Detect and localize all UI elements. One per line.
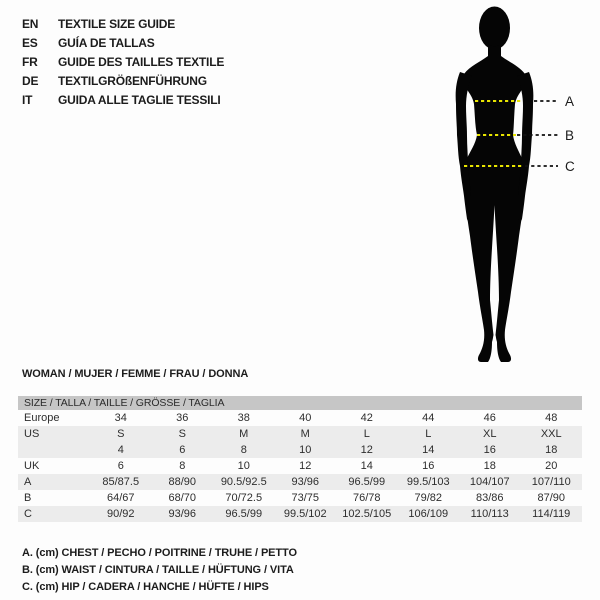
size-cell: 8 xyxy=(240,444,247,456)
size-cell: 99.5/102 xyxy=(283,508,327,520)
size-cell: 96.5/99 xyxy=(348,476,386,488)
size-cell: M xyxy=(239,428,249,440)
size-cell: 44 xyxy=(422,412,435,424)
size-cell: 18 xyxy=(545,444,558,456)
size-cell: 16 xyxy=(422,460,435,472)
row-label: B xyxy=(24,492,32,504)
language-code: ES xyxy=(22,36,38,50)
table-row-us-letters xyxy=(18,426,582,442)
table-row-hip xyxy=(18,506,582,522)
size-cell: 107/110 xyxy=(531,476,571,488)
size-cell: 48 xyxy=(545,412,558,424)
language-label: TEXTILE SIZE GUIDE xyxy=(58,17,176,31)
legend-item-waist: B. (cm) WAIST / CINTURA / TAILLE / HÜFTUNG / VITA xyxy=(22,564,294,576)
size-cell: 87/90 xyxy=(537,492,566,504)
language-row-en xyxy=(22,15,224,34)
size-cell: 38 xyxy=(237,412,250,424)
size-cell: 73/75 xyxy=(291,492,320,504)
size-cell: 14 xyxy=(422,444,435,456)
size-cell: 64/67 xyxy=(106,492,135,504)
size-cell: 42 xyxy=(360,412,373,424)
size-cell: 12 xyxy=(360,444,373,456)
legend-item-hip: C. (cm) HIP / CADERA / HANCHE / HÜFTE / HIPS xyxy=(22,581,269,593)
woman-silhouette-left-arm xyxy=(456,72,472,221)
size-cell: 99.5/103 xyxy=(406,476,450,488)
size-cell: 106/109 xyxy=(408,508,449,520)
table-row-europe xyxy=(18,410,582,426)
size-cell: 104/107 xyxy=(469,476,510,488)
size-cell: 36 xyxy=(176,412,189,424)
language-row-de xyxy=(22,72,224,91)
size-cell: M xyxy=(300,428,310,440)
size-cell: 96.5/99 xyxy=(225,508,263,520)
size-cell: 83/86 xyxy=(475,492,504,504)
row-label: Europe xyxy=(24,412,60,424)
size-cell: 34 xyxy=(114,412,127,424)
language-label: GUIDA ALLE TAGLIE TESSILI xyxy=(58,93,221,107)
size-cell: 90.5/92.5 xyxy=(220,476,267,488)
language-row-fr xyxy=(22,53,224,72)
size-cell: 93/96 xyxy=(168,508,197,520)
size-cell: 14 xyxy=(360,460,373,472)
language-code: IT xyxy=(22,93,33,107)
woman-silhouette-right-arm xyxy=(517,72,533,221)
language-row-es xyxy=(22,34,224,53)
row-label: US xyxy=(24,428,40,440)
size-cell: L xyxy=(425,428,432,440)
size-cell: S xyxy=(117,428,125,440)
size-cell: 20 xyxy=(545,460,558,472)
row-label: UK xyxy=(24,460,40,472)
size-cell: 6 xyxy=(179,444,186,456)
size-cell: 4 xyxy=(117,444,124,456)
row-label: A xyxy=(24,476,32,488)
size-cell: 6 xyxy=(117,460,124,472)
size-cell: 85/87.5 xyxy=(102,476,140,488)
woman-silhouette-head xyxy=(479,7,510,50)
size-cell: 8 xyxy=(179,460,186,472)
size-cell: 16 xyxy=(483,444,496,456)
size-cell: 18 xyxy=(483,460,496,472)
size-table xyxy=(18,396,582,522)
woman-silhouette-body xyxy=(463,44,527,362)
row-label xyxy=(18,442,90,458)
table-row-uk xyxy=(18,458,582,474)
table-row-chest xyxy=(18,474,582,490)
size-cell: 90/92 xyxy=(106,508,135,520)
size-cell: 79/82 xyxy=(414,492,443,504)
hip-label: C xyxy=(565,159,575,174)
size-cell: 88/90 xyxy=(168,476,197,488)
language-code: DE xyxy=(22,74,39,88)
size-cell: 46 xyxy=(483,412,496,424)
language-row-it xyxy=(22,91,224,110)
size-cell: L xyxy=(363,428,370,440)
language-label: GUIDE DES TAILLES TEXTILE xyxy=(58,55,225,69)
section-title-woman: WOMAN / MUJER / FEMME / FRAU / DONNA xyxy=(22,368,249,380)
size-cell: 102.5/105 xyxy=(342,508,392,520)
size-cell: XL xyxy=(483,428,497,440)
size-cell: S xyxy=(178,428,186,440)
language-code: FR xyxy=(22,55,38,69)
waist-label: B xyxy=(565,128,575,143)
size-cell: 110/113 xyxy=(470,508,509,520)
language-label: TEXTILGRÖßENFÜHRUNG xyxy=(58,74,207,88)
table-row-waist xyxy=(18,490,582,506)
size-cell: 76/78 xyxy=(352,492,381,504)
size-cell: 114/119 xyxy=(532,508,571,520)
language-title-list xyxy=(22,15,224,110)
size-cell: 10 xyxy=(299,444,312,456)
table-row-us-numbers xyxy=(18,442,582,458)
size-cell: 68/70 xyxy=(168,492,197,504)
size-cell: 40 xyxy=(299,412,312,424)
chest-label: A xyxy=(565,94,575,109)
size-table-header: SIZE / TALLA / TAILLE / GRÖSSE / TAGLIA xyxy=(18,396,582,410)
measurement-diagram xyxy=(430,0,600,370)
legend-item-chest: A. (cm) CHEST / PECHO / POITRINE / TRUHE / PETTO xyxy=(22,547,297,559)
size-cell: 93/96 xyxy=(291,476,320,488)
size-cell: XXL xyxy=(540,428,562,440)
language-label: GUÍA DE TALLAS xyxy=(58,36,155,50)
language-code: EN xyxy=(22,17,39,31)
size-cell: 70/72.5 xyxy=(225,492,263,504)
size-cell: 10 xyxy=(237,460,250,472)
measurement-legend xyxy=(22,545,297,596)
row-label: C xyxy=(24,508,32,520)
size-cell: 12 xyxy=(299,460,312,472)
